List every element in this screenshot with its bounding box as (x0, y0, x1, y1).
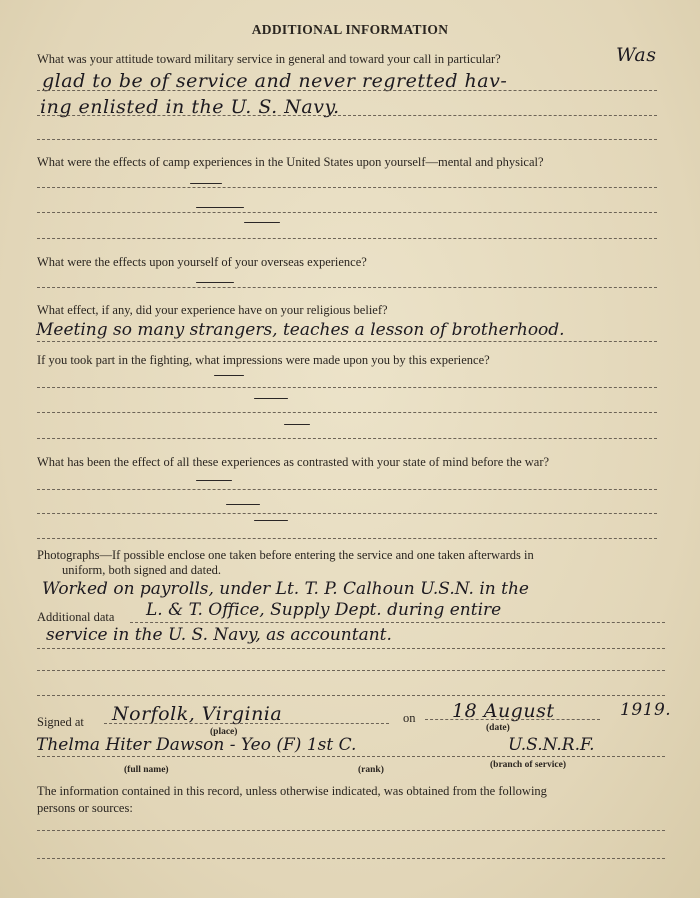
question-state-of-mind: What has been the effect of all these experiences as contrasted with your state of mind before the war? (37, 455, 550, 469)
pen-dash-mark (190, 183, 222, 184)
answer-additional-line1: L. & T. Office, Supply Dept. during entire (146, 600, 502, 620)
pen-dash-mark (196, 207, 244, 208)
answer-attitude-line1: Was (616, 44, 657, 66)
photographs-instruction-cont: uniform, both signed and dated. (62, 563, 221, 577)
question-religious: What effect, if any, did your experience have on your religious belief? (37, 303, 388, 317)
caption-branch: (branch of service) (490, 760, 566, 770)
answer-line (130, 622, 665, 623)
question-overseas: What were the effects upon yourself of your overseas experience? (37, 255, 367, 269)
answer-line (37, 212, 657, 213)
answer-line (37, 341, 657, 342)
question-camp-experiences: What were the effects of camp experiences in the United States upon yourself—mental and physical? (37, 155, 544, 169)
answer-religious: Meeting so many strangers, teaches a lesson of brotherhood. (36, 320, 565, 340)
signature-line (104, 723, 389, 724)
signature-line (37, 756, 665, 757)
caption-date: (date) (486, 723, 510, 733)
signed-at-label: Signed at (37, 715, 84, 729)
caption-rank: (rank) (358, 765, 384, 775)
answer-photo-note: Worked on payrolls, under Lt. T. P. Calhoun U.S.N. in the (42, 579, 529, 599)
caption-full-name: (full name) (124, 765, 169, 775)
pen-dash-mark (196, 480, 232, 481)
signed-place: Norfolk, Virginia (112, 703, 283, 725)
answer-additional-line2: service in the U. S. Navy, as accountant. (46, 625, 392, 645)
pen-dash-mark (226, 504, 260, 505)
pen-dash-mark (254, 398, 288, 399)
answer-line (37, 438, 657, 439)
answer-line (37, 287, 657, 288)
pen-dash-mark (254, 520, 288, 521)
answer-line (37, 513, 657, 514)
signed-year: 1919. (620, 700, 672, 720)
answer-attitude-line2: glad to be of service and never regretted hav- (42, 70, 508, 92)
pen-dash-mark (214, 375, 244, 376)
answer-line (37, 695, 665, 696)
caption-place: (place) (210, 727, 238, 737)
answer-line (37, 387, 657, 388)
pen-dash-mark (244, 222, 280, 223)
question-fighting: If you took part in the fighting, what impressions were made upon you by this experience? (37, 353, 490, 367)
answer-line (37, 538, 657, 539)
sources-instruction: The information contained in this record, unless otherwise indicated, was obtained from the following (37, 784, 547, 798)
answer-line (37, 139, 657, 140)
answer-line (37, 858, 665, 859)
pen-dash-mark (196, 282, 234, 283)
answer-line (37, 489, 657, 490)
signed-branch: U.S.N.R.F. (508, 735, 595, 755)
answer-line (37, 90, 657, 91)
answer-line (37, 238, 657, 239)
answer-line (37, 830, 665, 831)
question-attitude: What was your attitude toward military service in general and toward your call in particular? (37, 52, 501, 66)
answer-line (37, 670, 665, 671)
signed-date: 18 August (452, 700, 555, 722)
pen-dash-mark (284, 424, 310, 425)
sources-instruction-cont: persons or sources: (37, 801, 133, 815)
answer-line (37, 648, 665, 649)
answer-line (37, 187, 657, 188)
signed-full-name: Thelma Hiter Dawson - Yeo (F) 1st C. (36, 735, 357, 755)
answer-line (37, 412, 657, 413)
photographs-instruction: Photographs—If possible enclose one taken before entering the service and one taken afterwards in (37, 548, 534, 562)
answer-attitude-line3: ing enlisted in the U. S. Navy. (40, 96, 340, 118)
additional-data-label: Additional data (37, 610, 115, 624)
signature-line (425, 719, 600, 720)
on-label: on (403, 711, 416, 725)
form-title: ADDITIONAL INFORMATION (251, 22, 449, 37)
answer-line (37, 115, 657, 116)
